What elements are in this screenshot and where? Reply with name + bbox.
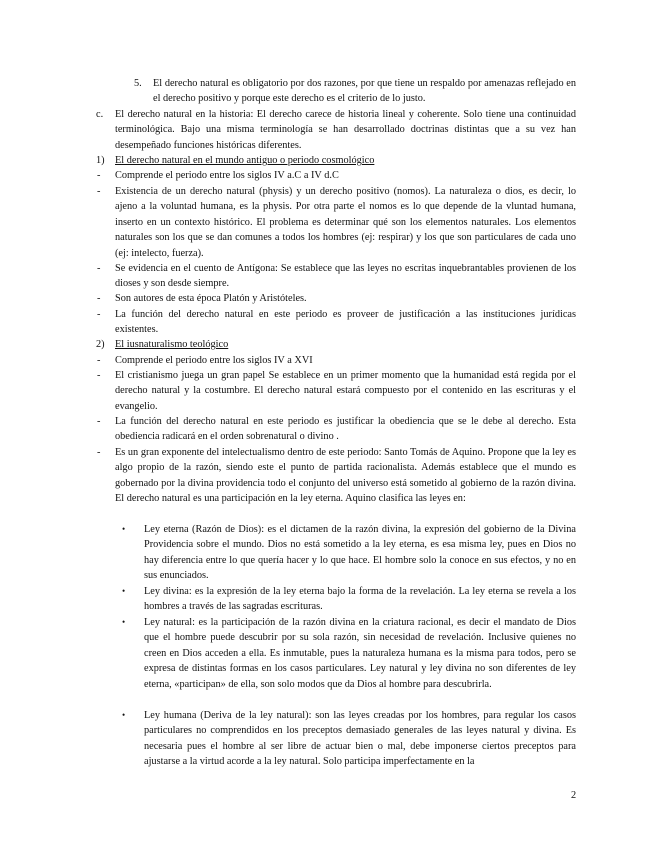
dash-marker: - <box>97 186 101 197</box>
dash-marker: - <box>97 416 101 427</box>
s1-bullet-3: Se evidencia en el cuento de Antígona: Se establece que las leyes no escritas inquebrantables provienen de los dioses y son desde siempre. <box>115 263 576 290</box>
law-eterna: Ley eterna (Razón de Dios): es el dictamen de la razón divina, la expresión del gobierno de la Divina Providencia sobre el mundo. Dios no está sometido a la ley eterna, es esa misma ley, pues en Dios no hay diferencia entre lo que quería hacer y lo que hace. El hombre solo la conoce en sus efectos, y no en sus enunciados. <box>144 524 576 582</box>
section-2-heading: El iusnaturalismo teológico <box>115 339 229 350</box>
bullet-dot: • <box>122 524 126 534</box>
dash-marker: - <box>97 309 101 320</box>
section-1-marker: 1) <box>96 155 105 166</box>
dash-marker: - <box>97 170 101 181</box>
s2-bullet-1: Comprende el periodo entre los siglos IV a XVI <box>115 355 313 366</box>
item-5-marker: 5. <box>134 78 142 89</box>
bullet-dot: • <box>122 617 126 627</box>
bullet-dot: • <box>122 710 126 720</box>
s2-bullet-4: Es un gran exponente del intelectualismo dentro de este periodo: Santo Tomás de Aquino. Propone que la ley es algo propio de la razón, siendo este el punto de partida racionalista. Además establece que el mundo es gobernado por la divina providencia todo el conjunto del universo está sometido al gobierno de la razón divina. El derecho natural es una participación en la ley eterna. Aquino clasifica las leyes en: <box>115 447 576 505</box>
dash-marker: - <box>97 263 101 274</box>
s1-bullet-4: Son autores de esta época Platón y Aristóteles. <box>115 293 307 304</box>
bullet-dot: • <box>122 586 126 596</box>
s2-bullet-2: El cristianismo juega un gran papel Se establece en un primer momento que la humanidad está regida por el derecho natural y la costumbre. El derecho natural estará compuesto por el contenido en las escrituras y el evangelio. <box>115 370 576 412</box>
law-humana: Ley humana (Deriva de la ley natural): son las leyes creadas por los hombres, para regular los casos particulares no comprendidos en los preceptos demasiado generales de las leyes natural y divina. Es necesaria pues el hombre al ser libre de actuar bien o mal, debe imponerse ciertos preceptos para ajustarse a la virtud acorde a la ley natural. Solo participa imperfectamente en la <box>144 710 576 768</box>
page-number: 2 <box>571 790 577 801</box>
item-c-marker: c. <box>96 109 104 120</box>
item-c-text: El derecho natural en la historia: El derecho carece de historia lineal y coherente. Solo tiene una continuidad terminológica. Bajo una misma terminología se han desarrollado doctrinas distintas que a su vez han desempeñado funciones históricas diferentes. <box>115 109 576 151</box>
dash-marker: - <box>97 355 101 366</box>
section-1-heading: El derecho natural en el mundo antiguo o periodo cosmológico <box>115 155 375 166</box>
section-2-marker: 2) <box>96 339 105 350</box>
dash-marker: - <box>97 370 101 381</box>
law-natural: Ley natural: es la participación de la razón divina en la criatura racional, es decir el mandato de Dios que el hombre puede descubrir por su sola razón, sin necesidad de revelación. Inclusive quienes no creen en Dios acceden a ella. Es inmutable, pues la naturaleza humana es la misma para todos, pero se expresa de distintas formas en los casos particulares. Ley natural y ley divina no son diferentes de ley eterna, «participan» de ella, son solo modos que da Dios al hombre para descubrirla. <box>144 617 576 690</box>
s1-bullet-2: Existencia de un derecho natural (physis) y un derecho positivo (nomos). La naturaleza o dios, es decir, lo ajeno a la voluntad humana, es la physis. Por otra parte el nomos es lo que depende de la vluntad humana, inserto en un contexto histórico. El problema es determinar qué son los elementos naturales. Los elementos naturales son los que se dan comunes a todos los hombres (ej: respirar) y los que son particulares de cada uno (ej: intelecto, fuerza). <box>115 186 576 259</box>
s1-bullet-1: Comprende el periodo entre los siglos IV a.C a IV d.C <box>115 170 339 181</box>
dash-marker: - <box>97 293 101 304</box>
item-5-text: El derecho natural es obligatorio por dos razones, por que tiene un respaldo por amenazas reflejado en el derecho positivo y porque este derecho es el criterio de lo justo. <box>153 78 576 105</box>
dash-marker: - <box>97 447 101 458</box>
s2-bullet-3: La función del derecho natural en este periodo es justificar la obediencia que se le debe al derecho. Esta obediencia radicará en el orden sobrenatural o divino . <box>115 416 576 443</box>
s1-bullet-5: La función del derecho natural en este periodo es proveer de justificación a las instituciones jurídicas existentes. <box>115 309 576 336</box>
law-divina: Ley divina: es la expresión de la ley eterna bajo la forma de la revelación. La ley eterna se revela a los hombres a través de las sagradas escrituras. <box>144 586 576 613</box>
